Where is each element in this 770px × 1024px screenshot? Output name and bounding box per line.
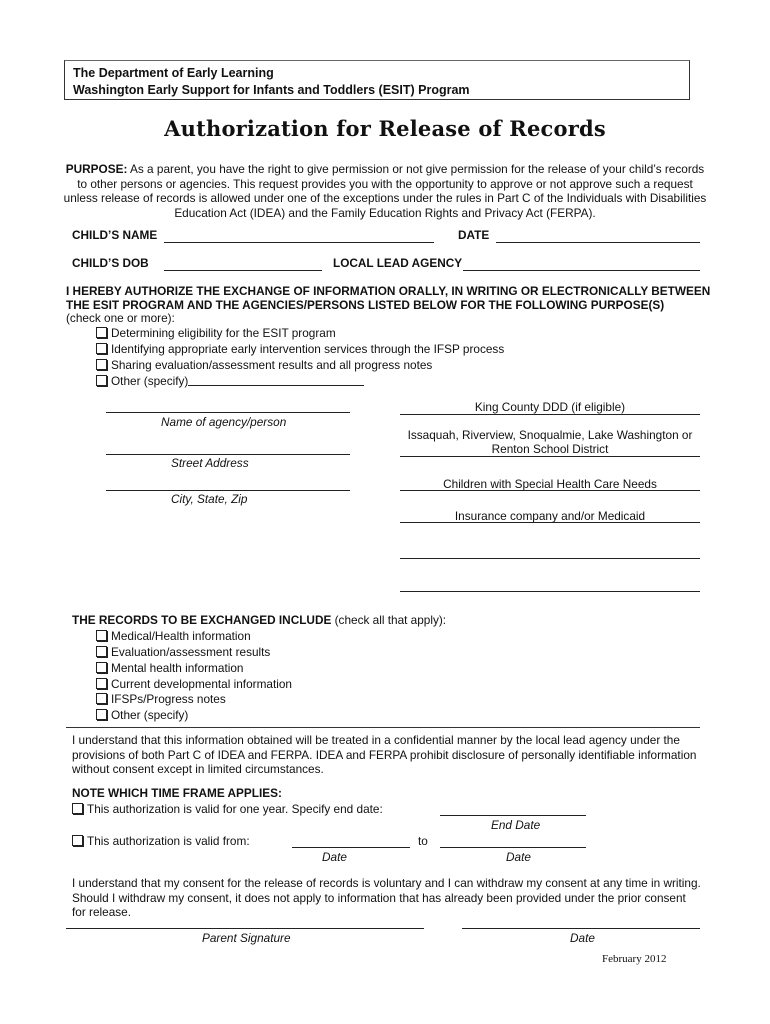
agency-line bbox=[400, 414, 700, 415]
purpose-paragraph bbox=[60, 162, 710, 220]
agency-line bbox=[400, 522, 700, 523]
childs-dob-label: CHILD’S DOB bbox=[72, 256, 149, 270]
local-lead-agency-label: LOCAL LEAD AGENCY bbox=[333, 256, 463, 270]
to-label: to bbox=[418, 834, 428, 848]
confidentiality-statement: I understand that this information obtained will be treated in a confidential manner by the local lead agency under the provisions of both Part C of IDEA and FERPA. IDEA and FERPA prohibit disclosure of personally identifiable information without consent except in limited circumstances. bbox=[72, 733, 697, 776]
record-option[interactable]: Other (specify) bbox=[96, 708, 188, 722]
city-state-zip-caption: City, State, Zip bbox=[171, 492, 248, 506]
purpose-option[interactable]: Identifying appropriate early intervention services through the IFSP process bbox=[96, 342, 504, 356]
to-date-field[interactable] bbox=[440, 847, 586, 848]
checkbox-icon[interactable] bbox=[96, 646, 107, 657]
additional-agency-field[interactable] bbox=[400, 591, 700, 592]
record-option[interactable]: Mental health information bbox=[96, 661, 243, 675]
purpose-option[interactable]: Determining eligibility for the ESIT program bbox=[96, 326, 336, 340]
to-date-caption: Date bbox=[506, 850, 531, 864]
program-name: Washington Early Support for Infants and Toddlers (ESIT) Program bbox=[73, 83, 470, 97]
from-date-caption: Date bbox=[322, 850, 347, 864]
additional-agency-field[interactable] bbox=[400, 558, 700, 559]
records-instruction: (check all that apply): bbox=[331, 613, 447, 627]
other-purpose-field[interactable] bbox=[188, 385, 364, 386]
record-option[interactable]: Medical/Health information bbox=[96, 629, 251, 643]
checkbox-icon[interactable] bbox=[72, 803, 83, 814]
local-lead-agency-field[interactable] bbox=[463, 270, 700, 271]
check-instruction: (check one or more): bbox=[66, 311, 175, 325]
agency-name-field[interactable] bbox=[106, 412, 350, 413]
street-address-caption: Street Address bbox=[171, 456, 249, 470]
consent-statement: I understand that my consent for the release of records is voluntary and I can withdraw my consent at any time in writing. Should I withdraw my consent, it does not apply to information that has already been provided under the prior consent for release. bbox=[72, 876, 701, 919]
checkbox-icon[interactable] bbox=[96, 359, 107, 370]
childs-name-field[interactable] bbox=[164, 242, 434, 243]
agency-line bbox=[400, 456, 700, 457]
purpose-label: PURPOSE: bbox=[65, 162, 128, 176]
record-option[interactable]: IFSPs/Progress notes bbox=[96, 692, 226, 706]
agency-line bbox=[400, 490, 700, 491]
timeframe-one-year-option[interactable]: This authorization is valid for one year. Specify end date: bbox=[72, 802, 383, 816]
agency-school-district: Issaquah, Riverview, Snoqualmie, Lake Washington or Renton School District bbox=[407, 428, 693, 456]
section-divider bbox=[66, 727, 700, 728]
signature-date-caption: Date bbox=[570, 931, 595, 945]
purpose-text: As a parent, you have the right to give permission or not give permission for the release of your child’s records to other persons or agencies. This request provides you with the opportunity to approve or not approve such a request unless release of records is allowed under one of the exceptions under the rules in Part C of the Individuals with Disabilities Education Act (IDEA) and the Family Education Rights and Privacy Act (FERPA). bbox=[63, 162, 707, 220]
checkbox-icon[interactable] bbox=[72, 835, 83, 846]
department-name: The Department of Early Learning bbox=[73, 66, 274, 80]
checkbox-icon[interactable] bbox=[96, 662, 107, 673]
parent-signature-field[interactable] bbox=[66, 928, 424, 929]
agency-name-caption: Name of agency/person bbox=[161, 415, 287, 429]
authorization-statement: I HEREBY AUTHORIZE THE EXCHANGE OF INFORMATION ORALLY, IN WRITING OR ELECTRONICALLY BETWEEN THE ESIT PROGRAM AND THE AGENCIES/PERSONS LISTED BELOW FOR THE FOLLOWING PURPOSE(S) bbox=[66, 284, 711, 312]
timeframe-label: NOTE WHICH TIME FRAME APPLIES: bbox=[72, 786, 282, 800]
from-date-field[interactable] bbox=[292, 847, 410, 848]
end-date-field[interactable] bbox=[440, 815, 586, 816]
records-label: THE RECORDS TO BE EXCHANGED INCLUDE bbox=[72, 613, 332, 627]
agency-insurance: Insurance company and/or Medicaid bbox=[454, 509, 646, 523]
timeframe-range-option[interactable]: This authorization is valid from: bbox=[72, 834, 250, 848]
purpose-option[interactable]: Sharing evaluation/assessment results and all progress notes bbox=[96, 358, 432, 372]
purpose-option[interactable]: Other (specify) bbox=[96, 374, 188, 388]
childs-name-label: CHILD’S NAME bbox=[72, 228, 158, 242]
header-box bbox=[64, 60, 690, 100]
street-address-field[interactable] bbox=[106, 454, 350, 455]
parent-signature-caption: Parent Signature bbox=[202, 931, 291, 945]
record-option[interactable]: Current developmental information bbox=[96, 677, 292, 691]
checkbox-icon[interactable] bbox=[96, 630, 107, 641]
revision-date: February 2012 bbox=[602, 953, 667, 965]
checkbox-icon[interactable] bbox=[96, 678, 107, 689]
signature-date-field[interactable] bbox=[462, 928, 700, 929]
record-option[interactable]: Evaluation/assessment results bbox=[96, 645, 270, 659]
page-title: Authorization for Release of Records bbox=[164, 116, 606, 141]
agency-special-health-care: Children with Special Health Care Needs bbox=[443, 477, 657, 491]
date-label: DATE bbox=[458, 228, 490, 242]
end-date-caption: End Date bbox=[491, 818, 541, 832]
checkbox-icon[interactable] bbox=[96, 343, 107, 354]
agency-king-county: King County DDD (if eligible) bbox=[474, 400, 626, 414]
city-state-zip-field[interactable] bbox=[106, 490, 350, 491]
checkbox-icon[interactable] bbox=[96, 375, 107, 386]
checkbox-icon[interactable] bbox=[96, 709, 107, 720]
checkbox-icon[interactable] bbox=[96, 327, 107, 338]
date-field[interactable] bbox=[496, 242, 700, 243]
checkbox-icon[interactable] bbox=[96, 693, 107, 704]
records-heading bbox=[72, 613, 446, 627]
childs-dob-field[interactable] bbox=[164, 270, 322, 271]
